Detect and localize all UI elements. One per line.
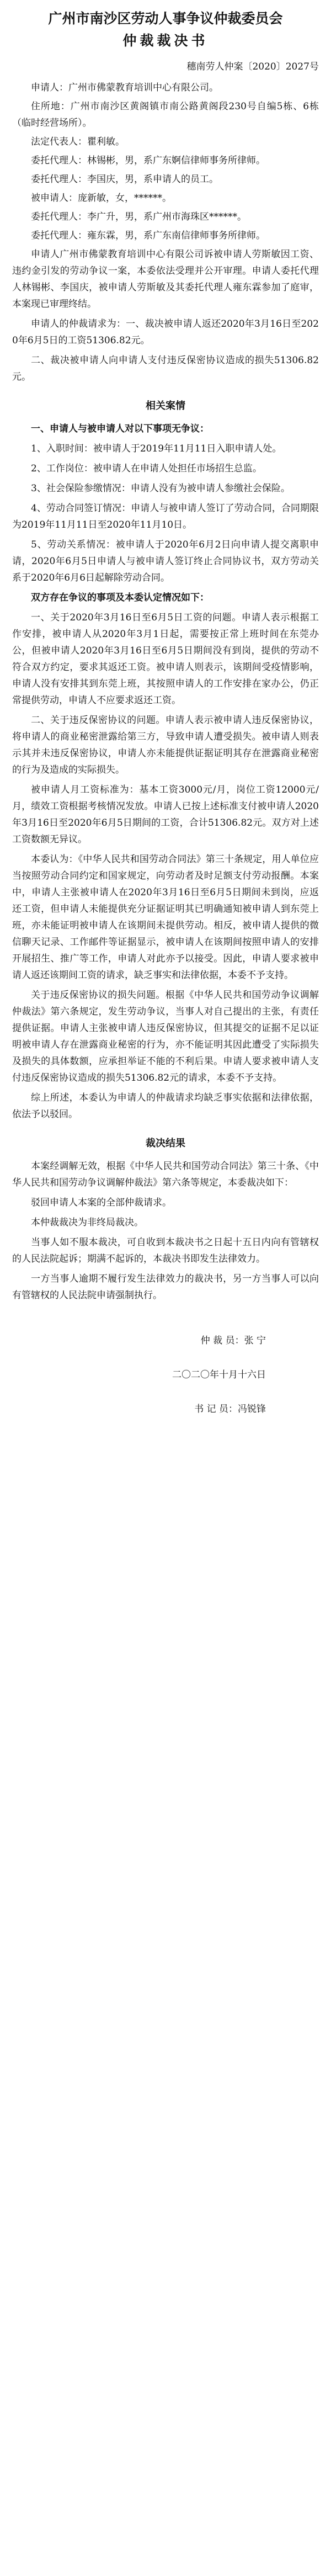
document-title: 仲裁裁决书 <box>122 33 209 49</box>
fact-item: 4、劳动合同签订情况：申请人与被申请人签订了劳动合同，合同期限为2019年11月11日至2020年11月10日。 <box>12 503 319 530</box>
party-line: 委托代理人：李广升，男，系广州市海珠区******。 <box>31 211 247 222</box>
fact-item: 3、社会保险参缴情况：申请人没有为被申请人参缴社会保险。 <box>31 483 290 494</box>
dispute-paragraph: 本委认为：《中华人民共和国劳动合同法》第三十条规定，用人单位应当按照劳动合同约定和国家规定，向劳动者及时足额支付劳动报酬。本案中，申请人主张被申请人在2020年3月16日至6月5日期间未到岗，应返还工资，但申请人未能提供充分证据证明其已明确通知被申请人到东莞上班，亦未能证明被申请人在该期间未提供劳动。相反，被申请人提供的微信聊天记录、工作邮件等证据显示，被申请人在该期间按照申请人的安排开展招生、推广等工作，申请人对此亦予以接受。因此，申请人要求被申请人返还该期间工资的请求，缺乏事实和法律依据，本委不予支持。 <box>12 854 319 981</box>
undisputed-heading: 一、申请人与被申请人对以下事项无争议： <box>31 423 209 434</box>
arbitrator-signature: 仲 裁 员：张 宁 <box>200 1335 266 1346</box>
facts-heading: 相关案情 <box>146 400 185 412</box>
clerk-signature: 书 记 员：冯锐锋 <box>194 1404 266 1415</box>
ruling-item: 驳回申请人本案的全部仲裁请求。 <box>31 1197 172 1208</box>
party-line: 委托代理人：林锡彬，男，系广东婀信律师事务所律师。 <box>31 155 265 166</box>
fact-item: 2、工作岗位：被申请人在申请人处担任市场招生总监。 <box>31 463 262 474</box>
party-line: 委托代理人：李国庆，男，系申请人的员工。 <box>31 174 218 185</box>
claim-paragraph: 二、裁决被申请人向申请人支付违反保密协议造成的损失51306.82元。 <box>12 355 319 383</box>
case-number: 穗南劳人仲案〔2020〕2027号 <box>186 61 319 72</box>
dispute-paragraph: 二、关于违反保密协议的问题。申请人表示被申请人违反保密协议，将申请人的商业秘密泄露给第三方，导致申请人遭受损失。被申请人则表示其并未违反保密协议，申请人亦未能提供证据证明其存在泄露商业秘密的行为及造成的实际损失。 <box>12 715 319 776</box>
dispute-paragraph: 关于违反保密协议的损失问题。根据《中华人民共和国劳动争议调解仲裁法》第六条规定，发生劳动争议，当事人对自己提出的主张，有责任提供证据。申请人主张被申请人违反保密协议，但其提交的证据不足以证明被申请人存在泄露商业秘密的行为，亦不能证明其因此遭受了实际损失及损失的具体数额，应承担举证不能的不利后果。申请人要求被申请人支付违反保密协议造成的损失51306.82元的请求，本委不予支持。 <box>12 990 319 1083</box>
fact-item: 1、入职时间：被申请人于2019年11月11日入职申请人处。 <box>31 443 282 454</box>
ruling-heading: 裁决结果 <box>146 1138 185 1149</box>
party-line: 法定代表人：瞿利敏。 <box>31 136 125 147</box>
case-introduction: 申请人广州市佛蒙教育培训中心有限公司诉被申请人劳斯敏因工资、违约金引发的劳动争议一案，本委依法受理并公开审理。申请人委托代理人林锡彬、李国庆，被申请人劳斯敏及其委托代理人雍东霖参加了庭审，本案现已审理终结。 <box>12 249 319 310</box>
fact-item: 5、劳动关系情况：被申请人于2020年6月2日向申请人提交离职申请，2020年6月5日申请人与被申请人签订终止合同协议书，双方劳动关系于2020年6月6日起解除劳动合同。 <box>12 539 319 583</box>
ruling-item: 当事人如不服本裁决，可自收到本裁决书之日起十五日内向有管辖权的人民法院起诉；期满不起诉的，本裁决书即发生法律效力。 <box>12 1237 319 1265</box>
ruling-basis: 本案经调解无效，根据《中华人民共和国劳动合同法》第三十条、《中华人民共和国劳动争议调解仲裁法》第六条等规定，本委裁决如下： <box>12 1161 319 1188</box>
party-line: 住所地：广州市南沙区黄阁镇市南公路黄阁段230号自编5栋、6栋（临时经营场所）。 <box>12 101 319 129</box>
ruling-item: 本仲裁裁决为非终局裁决。 <box>31 1217 143 1228</box>
claim-paragraph: 申请人的仲裁请求为：一、裁决被申请人返还2020年3月16日至2020年6月5日的工资51306.82元。 <box>12 318 319 346</box>
decision-date: 二〇二〇年十月十六日 <box>172 1369 266 1380</box>
dispute-paragraph: 一、关于2020年3月16日至6月5日工资的问题。申请人表示根据工作安排，被申请人从2020年3月1日起，需要按正常上班时间在东莞办公，但被申请人2020年3月16日至6月5日期间没有到岗，提供的劳动不符合双方约定，要求其返还工资。被申请人则表示，该期间受疫情影响，申请人没有安排其到东莞上班，其按照申请人的工作安排在家办公，仍正常提供劳动，申请人不应要求返还工资。 <box>12 612 319 706</box>
party-line: 申请人：广州市佛蒙教育培训中心有限公司。 <box>31 82 218 93</box>
dispute-paragraph: 被申请人月工资标准为：基本工资3000元/月，岗位工资12000元/月，绩效工资根据考核情况发放。申请人已按上述标准支付被申请人2020年3月16日至2020年6月5日期间的工资，合计51306.82元。双方对上述工资数额无异议。 <box>12 784 319 845</box>
committee-title: 广州市南沙区劳动人事争议仲裁委员会 <box>48 10 283 26</box>
ruling-item: 一方当事人逾期不履行发生法律效力的裁决书，另一方当事人可以向有管辖权的人民法院申请强制执行。 <box>12 1273 319 1301</box>
parties-section <box>12 79 319 244</box>
party-line: 委托代理人：雍东霖，男，系广东南信律师事务所律师。 <box>31 230 265 241</box>
dispute-paragraph: 综上所述，本委认为申请人的仲裁请求均缺乏事实依据和法律依据，依法予以驳回。 <box>12 1092 319 1120</box>
disputed-heading: 双方存在争议的事项及本委认定情况如下： <box>31 592 209 603</box>
party-line: 被申请人：庞新敏，女，******。 <box>31 193 172 204</box>
